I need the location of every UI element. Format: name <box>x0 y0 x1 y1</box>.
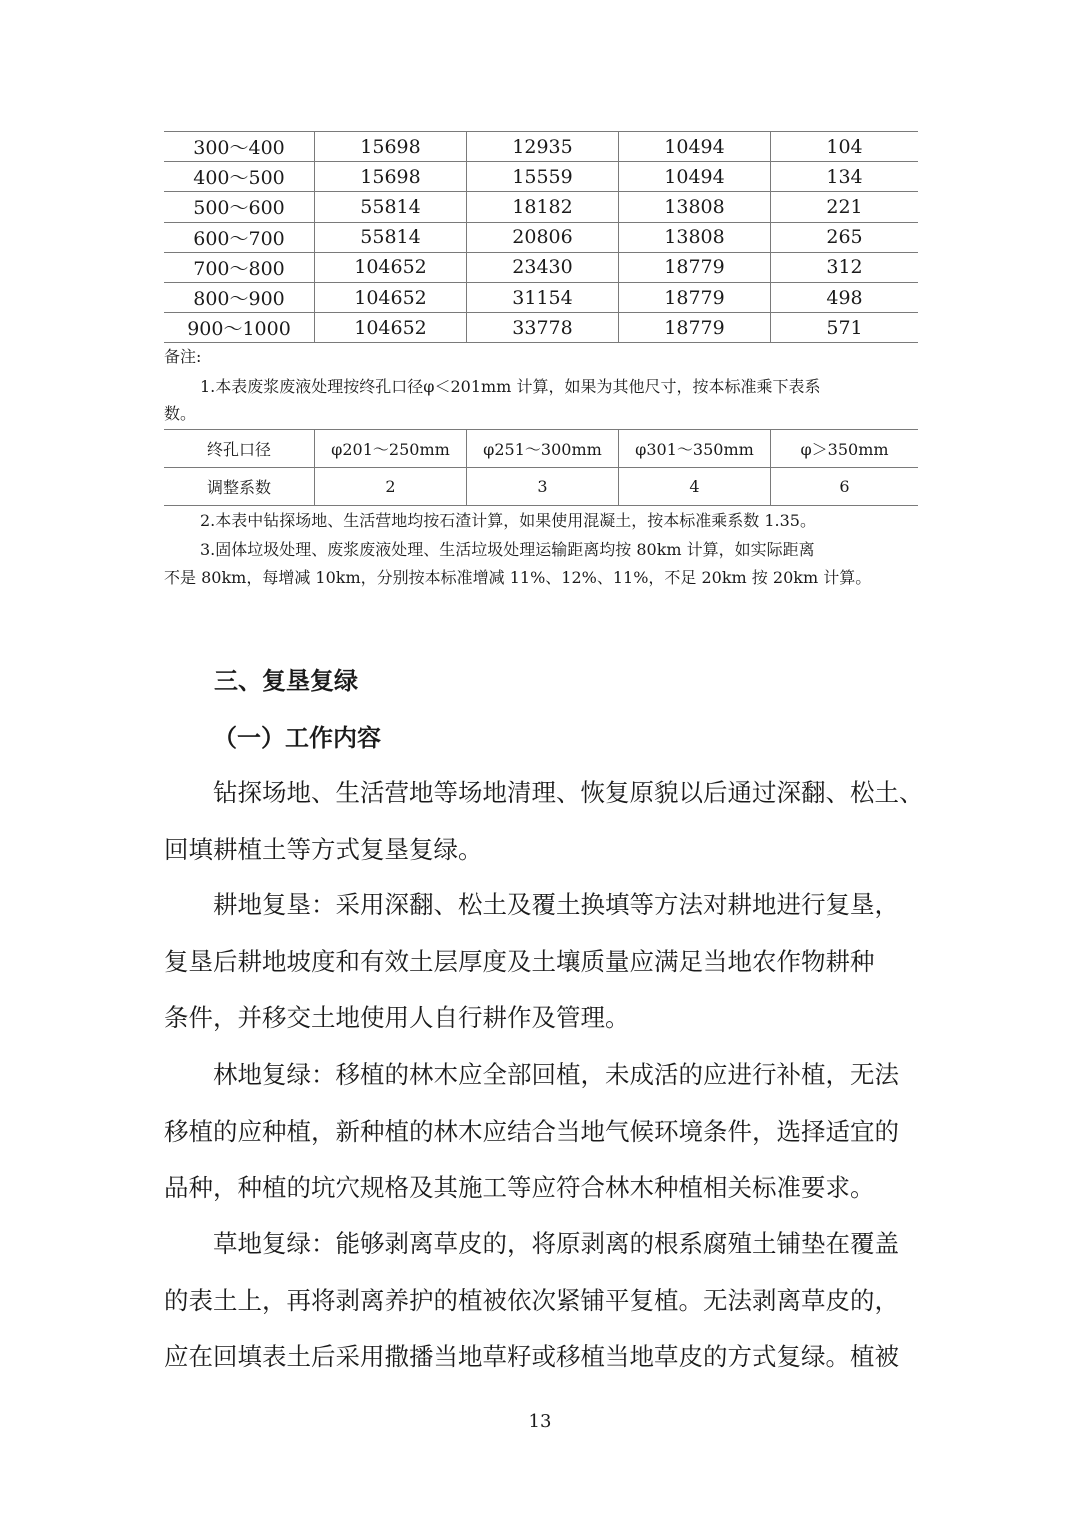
paragraph-line: 移植的应种植，新种植的林木应结合当地气候环境条件，选择适宜的 <box>164 1116 899 1146</box>
paragraph-line: 的表土上，再将剥离养护的植被依次紧铺平复植。无法剥离草皮的， <box>164 1285 899 1315</box>
coef-value-cell: 2 <box>315 468 467 506</box>
table-row <box>164 162 918 192</box>
table-cell: 55814 <box>315 222 467 252</box>
table-cell: 500～600 <box>164 192 315 222</box>
table-cell: 800～900 <box>164 282 315 312</box>
paragraph-line: 林地复绿：移植的林木应全部回植，未成活的应进行补植，无法 <box>213 1060 899 1089</box>
coef-header-cell: φ251～300mm <box>467 430 619 468</box>
note-3-line-2: 不是 80km，每增减 10km，分别按本标准增减 11%、12%、11%，不足 20km 按 20km 计算。 <box>164 568 872 587</box>
table-cell: 18779 <box>619 313 771 343</box>
table-cell: 104652 <box>315 313 467 343</box>
note-1-line-1: 1.本表废浆废液处理按终孔口径φ＜201mm 计算，如果为其他尺寸，按本标准乘下表系 <box>200 377 821 396</box>
table-cell: 221 <box>771 192 919 222</box>
paragraph-2 <box>164 877 924 1047</box>
table-row <box>164 252 918 282</box>
paragraph-4 <box>164 1216 924 1386</box>
subsection-heading: （一）工作内容 <box>213 724 381 752</box>
section-heading: 三、复垦复绿 <box>214 667 358 695</box>
table-cell: 18779 <box>619 252 771 282</box>
table-cell: 55814 <box>315 192 467 222</box>
table-cell: 23430 <box>467 252 619 282</box>
paragraph-line: 钻探场地、生活营地等场地清理、恢复原貌以后通过深翻、松土、 <box>213 778 924 807</box>
table-cell: 571 <box>771 313 919 343</box>
coef-value-cell: 6 <box>771 468 919 506</box>
cost-table <box>164 131 918 343</box>
table-row <box>164 313 918 343</box>
remarks-label: 备注: <box>164 347 202 366</box>
table-cell: 700～800 <box>164 252 315 282</box>
paragraph-3 <box>164 1047 924 1217</box>
coef-header-cell: φ201～250mm <box>315 430 467 468</box>
table-row <box>164 192 918 222</box>
table-cell: 15698 <box>315 132 467 162</box>
table-cell: 31154 <box>467 282 619 312</box>
coef-value-row <box>164 468 918 506</box>
table-cell: 18182 <box>467 192 619 222</box>
table-cell: 600～700 <box>164 222 315 252</box>
note-2: 2.本表中钻探场地、生活营地均按石渣计算，如果使用混凝土，按本标准乘系数 1.35。 <box>200 511 816 530</box>
table-cell: 15559 <box>467 162 619 192</box>
coef-header-cell: φ301～350mm <box>619 430 771 468</box>
paragraph-line: 草地复绿：能够剥离草皮的，将原剥离的根系腐殖土铺垫在覆盖 <box>213 1229 899 1258</box>
table-cell: 265 <box>771 222 919 252</box>
table-cell: 10494 <box>619 162 771 192</box>
table-cell: 20806 <box>467 222 619 252</box>
paragraph-line: 回填耕植土等方式复垦复绿。 <box>164 834 483 864</box>
table-cell: 33778 <box>467 313 619 343</box>
table-cell: 104 <box>771 132 919 162</box>
table-cell: 400～500 <box>164 162 315 192</box>
table-row <box>164 132 918 162</box>
table-cell: 104652 <box>315 252 467 282</box>
table-cell: 13808 <box>619 192 771 222</box>
table-cell: 312 <box>771 252 919 282</box>
table-cell: 134 <box>771 162 919 192</box>
table-cell: 498 <box>771 282 919 312</box>
table-row <box>164 222 918 252</box>
table-cell: 15698 <box>315 162 467 192</box>
table-row <box>164 282 918 312</box>
page-number: 13 <box>528 1411 552 1432</box>
table-cell: 300～400 <box>164 132 315 162</box>
coef-header-cell: φ＞350mm <box>771 430 919 468</box>
coef-header-cell: 终孔口径 <box>164 430 315 468</box>
coef-header-row <box>164 430 918 468</box>
paragraph-line: 复垦后耕地坡度和有效土层厚度及土壤质量应满足当地农作物耕种 <box>164 946 875 976</box>
coef-value-cell: 3 <box>467 468 619 506</box>
adjustment-coefficient-table <box>164 429 918 506</box>
paragraph-1 <box>164 765 924 878</box>
paragraph-line: 品种，种植的坑穴规格及其施工等应符合林木种植相关标准要求。 <box>164 1173 875 1202</box>
table-cell: 12935 <box>467 132 619 162</box>
table-cell: 18779 <box>619 282 771 312</box>
paragraph-line: 耕地复垦：采用深翻、松土及覆土换填等方法对耕地进行复垦， <box>213 890 899 919</box>
coef-value-cell: 调整系数 <box>164 468 315 506</box>
table-cell: 10494 <box>619 132 771 162</box>
coef-value-cell: 4 <box>619 468 771 506</box>
paragraph-line: 条件，并移交土地使用人自行耕作及管理。 <box>164 1003 630 1032</box>
note-3-line-1: 3.固体垃圾处理、废浆废液处理、生活垃圾处理运输距离均按 80km 计算，如实际距离 <box>200 540 815 559</box>
table-cell: 104652 <box>315 282 467 312</box>
note-1-line-2: 数。 <box>164 404 197 423</box>
table-cell: 13808 <box>619 222 771 252</box>
paragraph-line: 应在回填表土后采用撒播当地草籽或移植当地草皮的方式复绿。植被 <box>164 1342 899 1371</box>
table-cell: 900～1000 <box>164 313 315 343</box>
